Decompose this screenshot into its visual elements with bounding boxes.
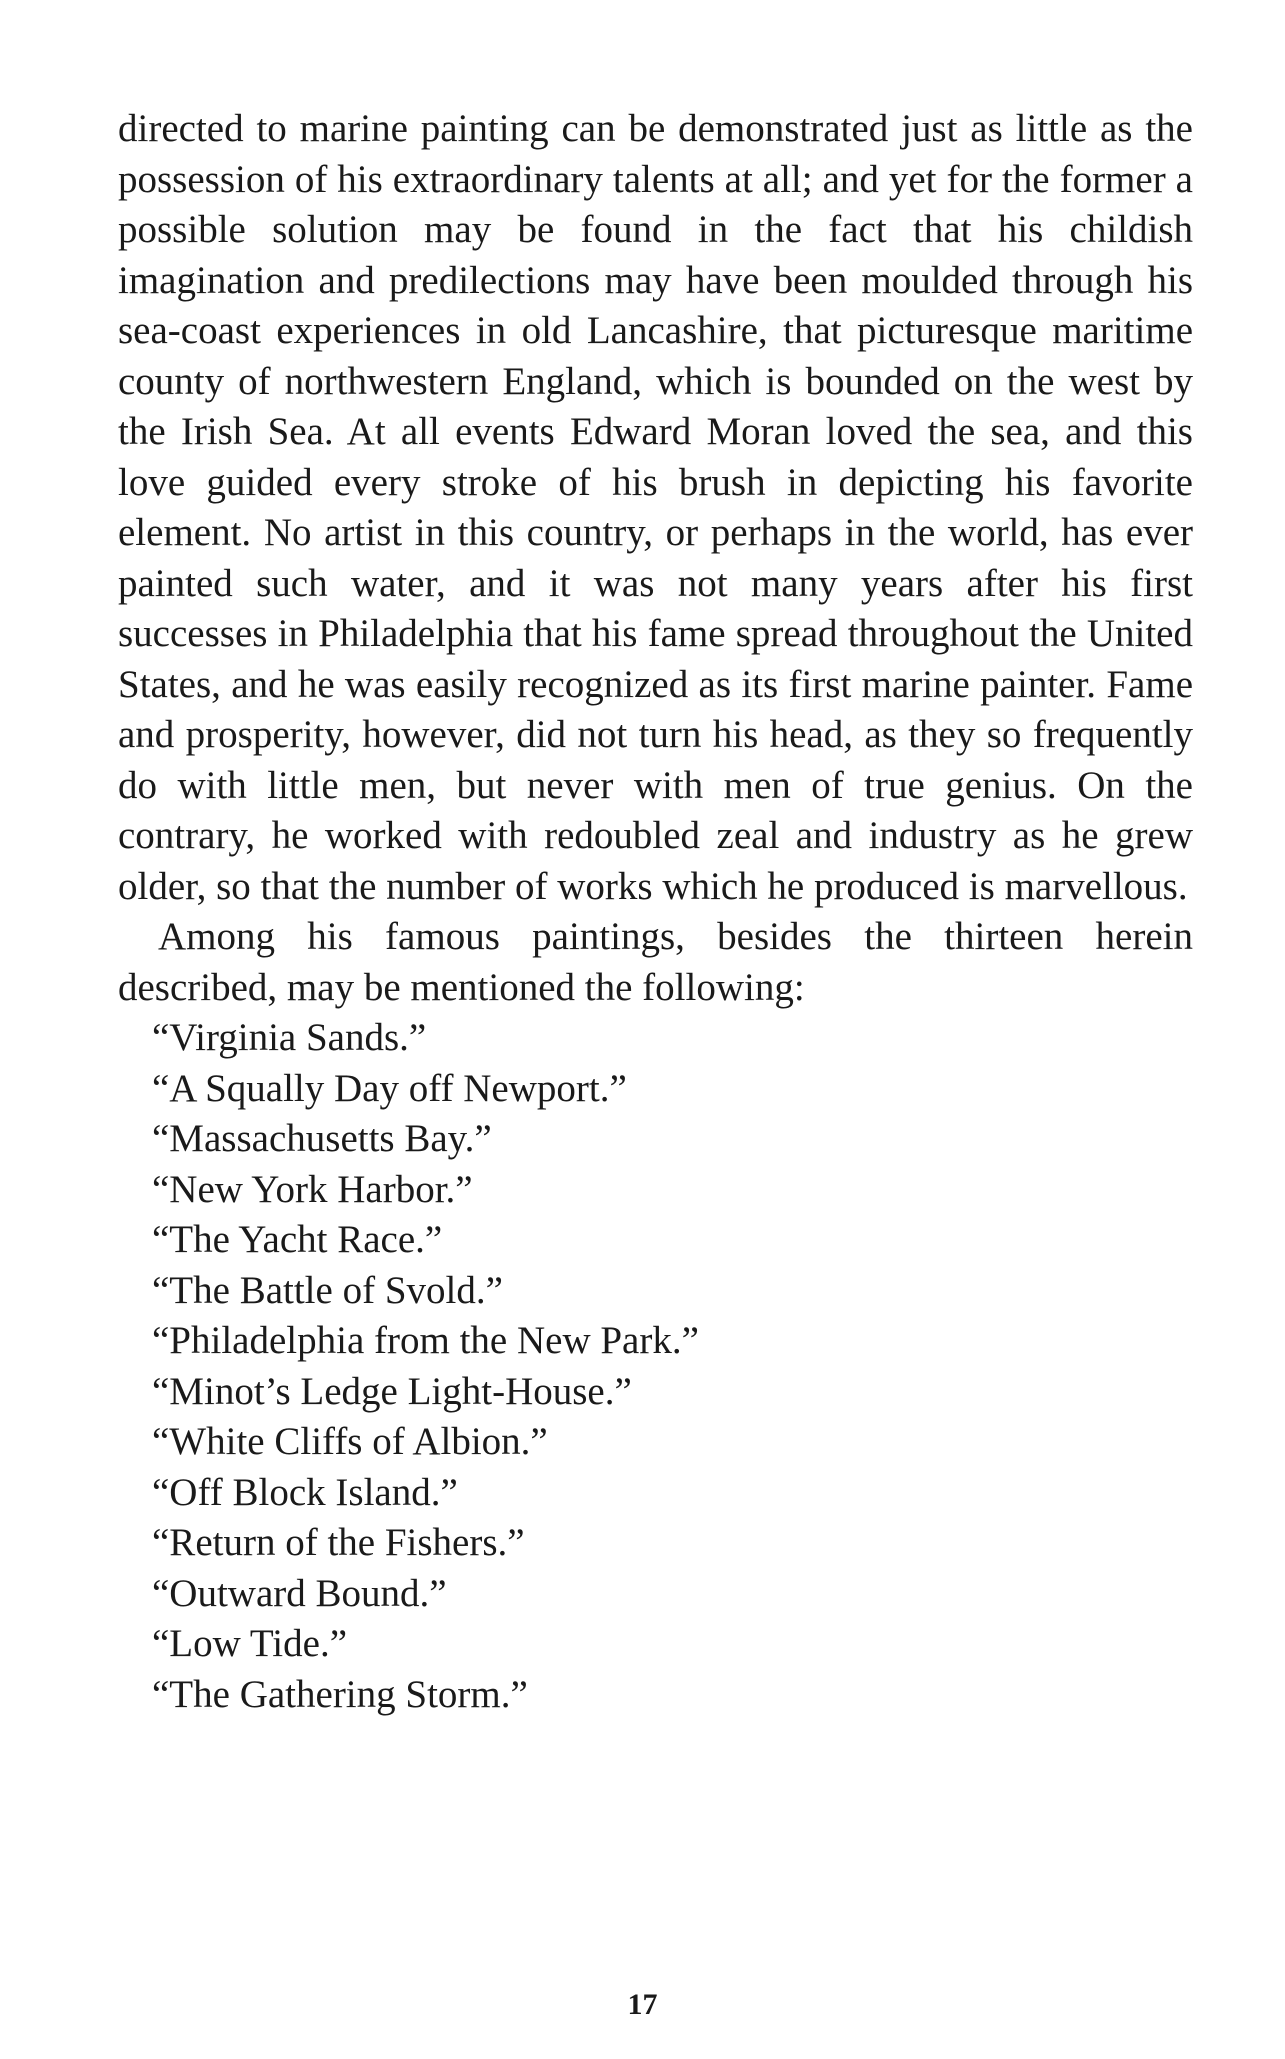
painting-title: “The Battle of Svold.” <box>152 1268 503 1312</box>
paintings-list <box>118 1013 1193 1720</box>
painting-title: “A Squally Day off Newport.” <box>152 1066 627 1110</box>
painting-title: “Return of the Fishers.” <box>152 1521 525 1564</box>
intro-paragraph: Among his famous paintings, besides the thirteen herein described, may be mentioned the following: <box>118 915 1193 1009</box>
painting-title: “White Cliffs of Albion.” <box>152 1420 548 1463</box>
painting-title: “Philadelphia from the New Park.” <box>152 1319 699 1362</box>
painting-title: “Outward Bound.” <box>152 1571 447 1615</box>
painting-title: “The Gathering Storm.” <box>152 1672 528 1716</box>
page-number: 17 <box>627 1988 658 2021</box>
painting-title: “Massachusetts Bay.” <box>152 1117 492 1160</box>
page-body <box>118 104 1193 1720</box>
painting-title: “Minot’s Ledge Light-House.” <box>152 1369 632 1413</box>
painting-title: “New York Harbor.” <box>152 1167 473 1211</box>
painting-title: “The Yacht Race.” <box>152 1218 443 1261</box>
painting-title: “Off Block Island.” <box>152 1470 458 1514</box>
body-paragraph: directed to marine painting can be demonstrated just as little as the possession of his extraordinary talents at all; and yet for the former a possible solution may be found in the fact that his childish imagination and predilections may have been moulded through his sea-coast experiences in old Lancashire, that picturesque maritime county of northwestern England, which is bounded on the west by the Irish Sea. At all events Edward Moran loved the sea, and this love guided every stroke of his brush in depicting his favorite element. No artist in this country, or perhaps in the world, has ever painted such water, and it was not many years after his first successes in Philadelphia that his fame spread throughout the United States, and he was easily recognized as its first marine painter. Fame and prosperity, however, did not turn his head, as they so frequently do with little men, but never with men of true genius. On the contrary, he worked with redoubled zeal and industry as he grew older, so that the number of works which he produced is marvellous. <box>118 107 1193 908</box>
painting-title: “Low Tide.” <box>152 1622 347 1665</box>
painting-title: “Virginia Sands.” <box>152 1016 427 1059</box>
